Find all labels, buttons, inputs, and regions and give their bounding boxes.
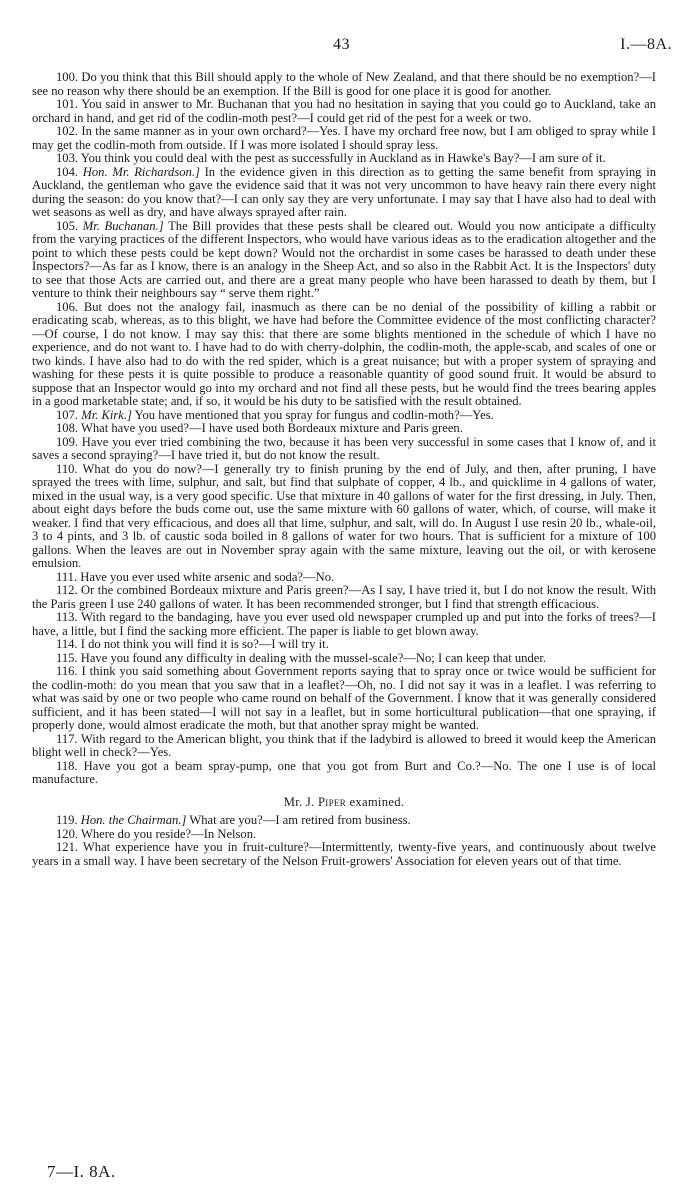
evidence-paragraph [32, 152, 656, 166]
question-number: 115. [56, 650, 78, 665]
evidence-paragraph [32, 841, 656, 868]
question-number: 101. [56, 97, 79, 111]
evidence-paragraph [32, 422, 656, 436]
question-number: 103. [56, 151, 79, 165]
question-number: 110. [56, 461, 78, 476]
question-number: 104. [56, 164, 79, 179]
question-number: 111. [56, 569, 78, 584]
question-answer-text: Where do you reside?—In Nelson. [80, 826, 257, 841]
question-number: 105. [56, 218, 79, 233]
question-number: 107. [56, 407, 79, 422]
question-answer-list [32, 71, 656, 787]
question-answer-text: Have you found any difficulty in dealing with the mussel-scale?—No; I can keep that under. [80, 650, 546, 665]
question-number: 114. [56, 637, 78, 651]
page-header [0, 36, 700, 56]
question-answer-text: Do you think that this Bill should apply to the whole of New Zealand, and that there should be no exemption?—I see no reason why there should be an exemption. If the Bill is good for one place it is good for another. [32, 70, 656, 98]
evidence-paragraph [32, 665, 656, 733]
section-heading [32, 796, 656, 810]
sheet-reference: I.—8A. [620, 36, 672, 53]
evidence-paragraph [32, 301, 656, 409]
question-answer-text: With regard to the American blight, you think that if the ladybird is allowed to breed it would keep the American blight well in check?—Yes. [32, 731, 657, 759]
evidence-body [32, 71, 656, 868]
evidence-paragraph [32, 125, 656, 152]
question-answer-text: What have you used?—I have used both Bordeaux mixture and Paris green. [80, 421, 463, 435]
question-number: 113. [56, 610, 78, 624]
evidence-paragraph [32, 436, 656, 463]
question-number: 117. [56, 731, 78, 746]
question-number: 121. [56, 840, 79, 854]
question-answer-text: What are you?—I am retired from business. [189, 813, 411, 827]
question-answer-text: The Bill provides that these pests shall be cleared out. Would you now anticipate a difficulty from the varying practices of the different Inspectors, who would have various ideas as to the eradication altogether and the point to which these pests could be kept down? Would not the orchardist in some cases be harassed to death under these Inspectors?—As far as I know, there is an analogy in the Sheep Act, and so also in the Rabbit Act. It is the Inspectors' duty to see that those Acts are carried out, and there are a great many people who have been harassed to death by them, but I venture to think their neighbours say “ serve them right.” [32, 218, 657, 300]
evidence-paragraph [32, 733, 656, 760]
questioner-name: Mr. Kirk.] [81, 407, 132, 422]
question-number: 120. [56, 826, 79, 841]
question-answer-text: Have you got a beam spray-pump, one that you got from Burt and Co.?—No. The one I use is of local manufacture. [32, 758, 656, 786]
question-number: 108. [56, 421, 79, 435]
evidence-paragraph [32, 409, 656, 423]
questioner-name: Mr. Buchanan.] [82, 218, 164, 233]
question-number: 106. [56, 299, 79, 314]
question-number: 116. [56, 664, 78, 678]
question-number: 118. [56, 758, 78, 773]
evidence-paragraph [32, 98, 656, 125]
evidence-paragraph [32, 814, 656, 828]
question-answer-text: You have mentioned that you spray for fungus and codlin-moth?—Yes. [134, 407, 494, 422]
evidence-paragraph [32, 463, 656, 571]
question-number: 119. [56, 813, 78, 827]
evidence-paragraph [32, 220, 656, 301]
question-answer-text: What do you do now?—I generally try to finish pruning by the end of July, and then, after pruning, I have sprayed the trees with lime, sulphur, and salt, but find that sulphate of copper, 4 lb., and quicklime in 4 gallons of water, mixed in the usual way, is a very good specific. Use that mixture in 40 gallons of water for the first dressing, in July. Then, about eight days before the buds come out, use the same mixture with 60 gallons of water, which, of course, will make it weaker. I find that very efficacious, and does all that lime, sulphur, and salt, will do. In August I use resin 20 lb., whale-oil, 3 to 4 pints, and 3 lb. of caustic soda boiled in 8 gallons of water for two hours. That is sufficient for a mixture of 100 gallons. When the leaves are out in November spray again with the same mixture, leaving out the oil, or with kerosene emulsion. [32, 461, 656, 570]
witness-name: Piper [318, 794, 347, 809]
question-answer-text: Have you ever tried combining the two, because it has been very successful in some cases that I know of, and it saves a second spraying?—I have tried it, but do not know the result. [32, 434, 656, 462]
question-answer-text: With regard to the bandaging, have you ever used old newspaper crumpled up and put into the forks of trees?—I have, a little, but I find the sacking more efficient. The paper is liable to get blown away. [32, 610, 656, 638]
evidence-paragraph [32, 71, 656, 98]
question-answer-text: I do not think you will find it is so?—I will try it. [80, 637, 329, 651]
question-number: 100. [56, 70, 79, 84]
evidence-paragraph [32, 828, 656, 842]
question-answer-text: You said in answer to Mr. Buchanan that you had no hesitation in saying that you could go to Auckland, take an orchard in hand, and get rid of the codlin-moth pest?—I could get rid of the pest for a week or two. [32, 97, 656, 125]
question-answer-text: Have you ever used white arsenic and soda?—No. [80, 569, 335, 584]
questioner-name: Hon. Mr. Richardson.] [82, 164, 200, 179]
page-number: 43 [333, 36, 350, 53]
evidence-paragraph [32, 652, 656, 666]
question-answer-text: In the evidence given in this direction as to getting the same benefit from spraying in Auckland, the gentleman who gave the evidence said that it was not very uncommon to have heavy rain there every night during the season: do you know that?—I can only say they are very unfortunate. I may say that I have also had to deal with wet seasons as well as dry, and have always sprayed after rain. [32, 164, 656, 219]
evidence-paragraph [32, 638, 656, 652]
question-number: 102. [56, 124, 79, 138]
question-answer-text: Or the combined Bordeaux mixture and Paris green?—As I say, I have tried it, but I do not know the result. With the Paris green I use 240 gallons of water. It has been recommended stronger, but I find that strength efficacious. [32, 583, 657, 611]
question-answer-text: What experience have you in fruit-culture?—Intermittently, twenty-five years, and continuously about twelve years in a small way. I have been secretary of the Nelson Fruit-growers' Association for eleven years out of that time. [32, 840, 656, 868]
evidence-paragraph [32, 166, 656, 220]
question-answer-text: But does not the analogy fail, inasmuch as there can be no denial of the possibility of killing a rabbit or eradicating scab, whereas, as to this blight, we have had before the Committee evidence of the most conflicting character?—Of course, I do not know. I may say this: that there are some blights mentioned in the schedule of which I have no experience, and do not want to. I have had to do with cherry-dolphin, the codlin-moth, the apple-scab, and scales of one or two kinds. I have also had to do with the red spider, which is a great nuisance; but with a proper system of spraying and washing for these pests it is quite possible to produce a reasonable quantity of good sound fruit. It would be absurd to suppose that an Inspector would go into my orchard and not find all these pests, but he would find the trees bearing apples in a good marketable state; and, if so, it would be his duty to be satisfied with the result obtained. [32, 299, 656, 408]
question-answer-text: You think you could deal with the pest as successfully in Auckland as in Hawke's Bay?—I am sure of it. [80, 151, 606, 165]
question-answer-list-after [32, 814, 656, 868]
evidence-paragraph [32, 611, 656, 638]
evidence-paragraph [32, 571, 656, 585]
printer-signature-mark: 7—I. 8A. [47, 1162, 116, 1181]
question-number: 109. [56, 434, 79, 449]
question-answer-text: I think you said something about Government reports saying that to spray once or twice would be sufficient for the codlin-moth: do you mean that you saw that in a leaflet?—Oh, no. I did not say it was in a leaflet. I was referring to what was said by one or two people who came round on behalf of the Government. I know that it was generally considered sufficient, and it has been stated—I will not say in a leaflet, but in some horticultural publication—that one spraying, if properly done, would almost eradicate the moth, but that another spray might be wanted. [32, 664, 656, 732]
section-heading-prefix: Mr. J. [283, 794, 318, 809]
question-answer-text: In the same manner as in your own orchard?—Yes. I have my orchard free now, but I am obliged to spray while I may get the codlin-moth from outside. If I was more isolated I should spray less. [32, 124, 656, 152]
section-heading-suffix: examined. [346, 794, 405, 809]
evidence-paragraph [32, 584, 656, 611]
question-number: 112. [56, 583, 78, 597]
questioner-name: Hon. the Chairman.] [80, 813, 187, 827]
evidence-paragraph [32, 760, 656, 787]
